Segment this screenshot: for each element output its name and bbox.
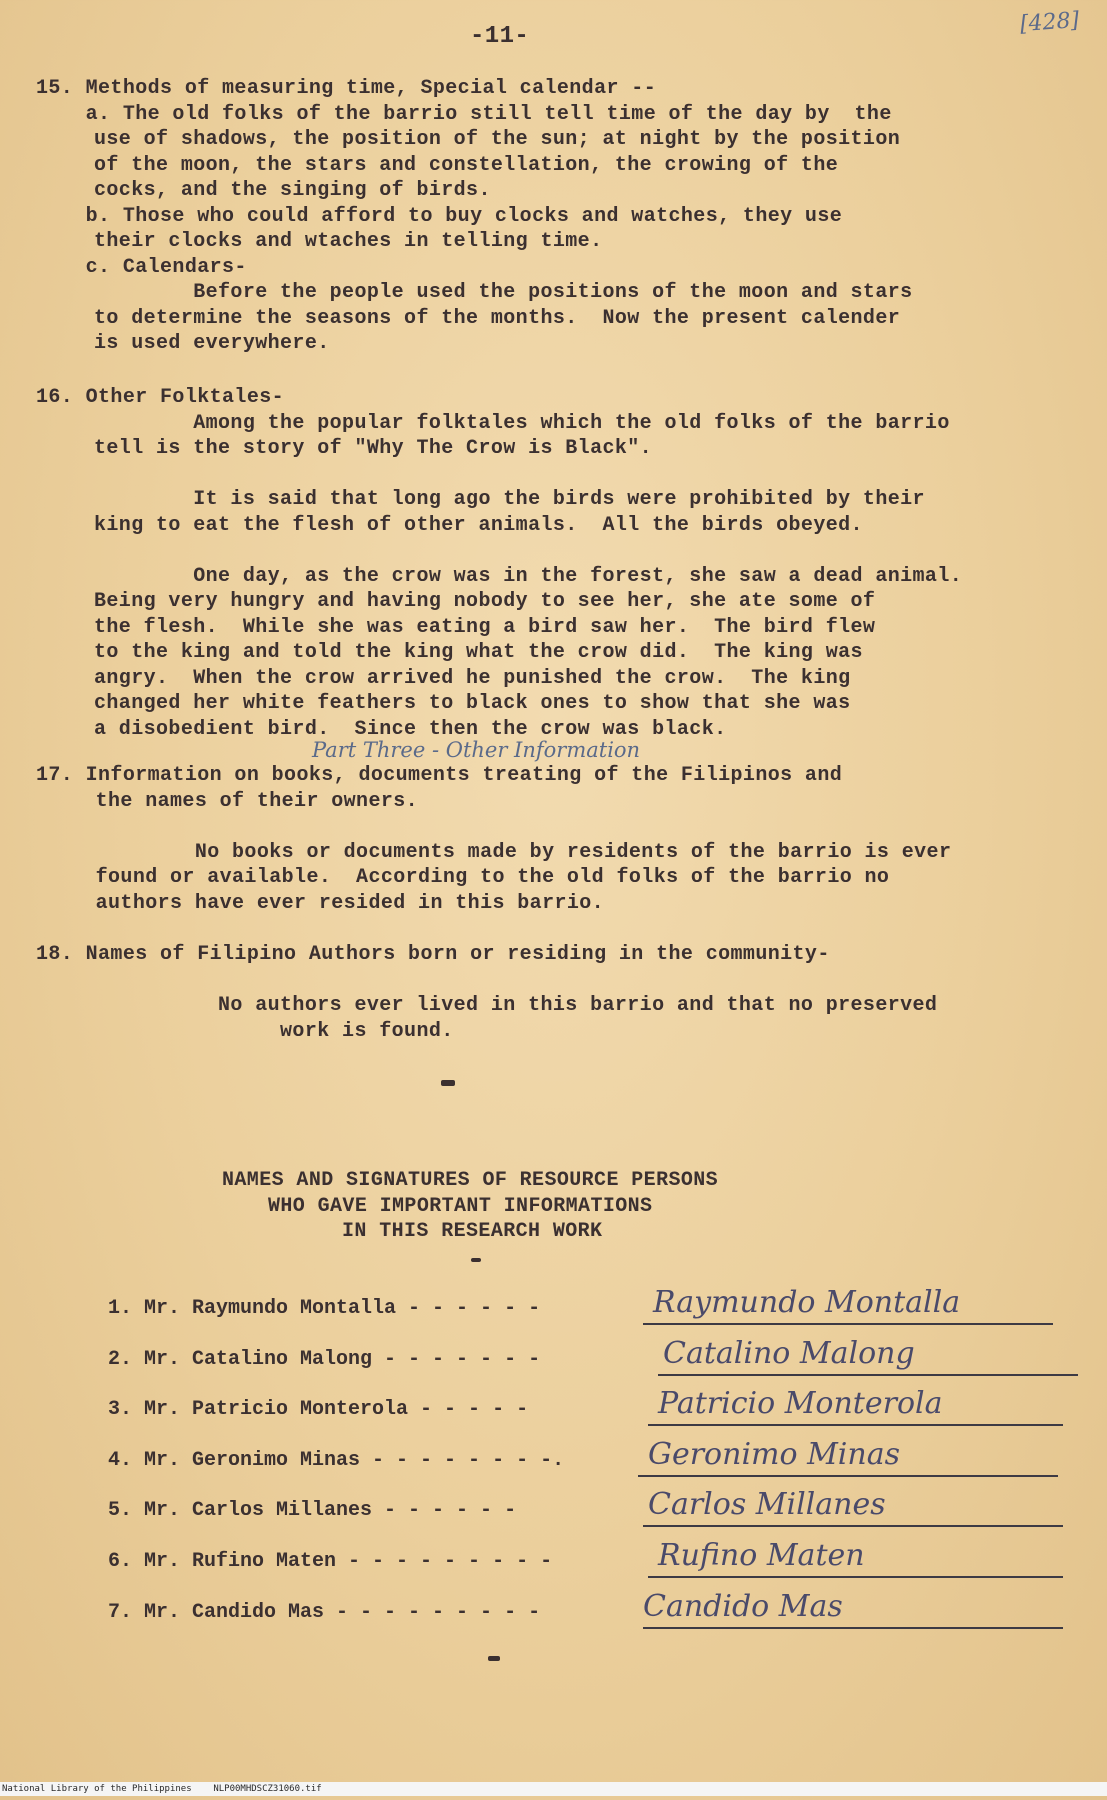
signature-line (648, 1576, 1063, 1578)
section-17-line: 17. Information on books, documents treating of the Filipinos and (36, 764, 843, 787)
section-16-line: king to eat the flesh of other animals. All the birds obeyed. (94, 513, 863, 537)
section-15-line: is used everywhere. (94, 332, 330, 355)
archive-footer: National Library of the Philippines NLP00MHDSCZ31060.tif (0, 1782, 1107, 1796)
resource-person-label: 1. Mr. Raymundo Montalla - - - - - - (108, 1297, 541, 1320)
handwritten-note: Part Three - Other Information (312, 738, 641, 762)
separator-mark (471, 1258, 481, 1262)
heading-line: WHO GAVE IMPORTANT INFORMATIONS (268, 1194, 653, 1218)
section-16-line: One day, as the crow was in the forest, she saw a dead animal. (94, 564, 963, 588)
section-15-line: Before the people used the positions of the moon and stars (94, 281, 913, 304)
resource-person-label: 2. Mr. Catalino Malong - - - - - - - (108, 1348, 541, 1371)
section-15-line: a. The old folks of the barrio still tell time of the day by the (36, 102, 892, 126)
resource-person-label: 5. Mr. Carlos Millanes - - - - - - (108, 1499, 517, 1522)
page-number: -11- (470, 23, 530, 50)
signature: Patricio Monterola (658, 1386, 943, 1421)
section-18-line: No authors ever lived in this barrio and that no preserved (94, 994, 938, 1017)
section-16-line: the flesh. While she was eating a bird saw her. The bird flew (94, 615, 876, 639)
section-17-line: found or available. According to the old folks of the barrio no (46, 866, 890, 889)
section-16-line: Among the popular folktales which the old folks of the barrio (94, 411, 950, 435)
section-15-line: 15. Methods of measuring time, Special calendar -- (36, 77, 657, 100)
signature-line (658, 1374, 1078, 1376)
section-15-line: of the moon, the stars and constellation, the crowing of the (94, 153, 839, 177)
signature: Raymundo Montalla (653, 1285, 961, 1320)
signature-line (638, 1475, 1058, 1477)
resource-person-label: 4. Mr. Geronimo Minas - - - - - - - -. (108, 1449, 565, 1472)
section-18-line: work is found. (94, 1019, 454, 1043)
resource-person-label: 6. Mr. Rufino Maten - - - - - - - - - (108, 1550, 553, 1573)
section-15-line: use of shadows, the position of the sun; at night by the position (94, 128, 901, 151)
section-16-line: It is said that long ago the birds were prohibited by their (94, 488, 925, 511)
signature-line (648, 1424, 1063, 1426)
separator-mark (488, 1656, 500, 1661)
heading-line: IN THIS RESEARCH WORK (342, 1220, 603, 1243)
signature: Candido Mas (643, 1589, 843, 1624)
signature: Rufino Maten (658, 1538, 865, 1573)
section-16-line: a disobedient bird. Since then the crow was black. (94, 717, 727, 741)
section-16-line: angry. When the crow arrived he punished the crow. The king (94, 666, 851, 690)
section-17-line: No books or documents made by residents of the barrio is ever (46, 840, 952, 864)
section-16-line: tell is the story of "Why The Crow is Black". (94, 437, 653, 460)
section-15-line: b. Those who could afford to buy clocks and watches, they use (36, 204, 843, 228)
signature: Geronimo Minas (648, 1437, 900, 1472)
section-17-line: the names of their owners. (46, 789, 419, 813)
section-16-line: to the king and told the king what the crow did. The king was (94, 641, 863, 664)
section-16-line: Being very hungry and having nobody to see her, she ate some of (94, 590, 876, 613)
section-15-line: cocks, and the singing of birds. (94, 179, 491, 202)
resource-person-label: 7. Mr. Candido Mas - - - - - - - - - (108, 1601, 541, 1624)
archive-number: [428] (1019, 7, 1080, 38)
section-17-line: authors have ever resided in this barrio. (46, 891, 605, 915)
heading-line: NAMES AND SIGNATURES OF RESOURCE PERSONS (222, 1169, 719, 1192)
signature-line (643, 1525, 1063, 1527)
section-16-line: 16. Other Folktales- (36, 386, 285, 409)
section-15-line: c. Calendars- (36, 255, 247, 279)
section-15-line: their clocks and wtaches in telling time. (94, 230, 603, 253)
signature-line (643, 1627, 1063, 1629)
section-18-line: 18. Names of Filipino Authors born or residing in the community- (36, 943, 830, 966)
resource-person-label: 3. Mr. Patricio Monterola - - - - - (108, 1398, 529, 1421)
signature: Carlos Millanes (648, 1487, 886, 1522)
separator-mark (441, 1080, 455, 1086)
signature: Catalino Malong (663, 1336, 915, 1371)
signature-line (643, 1323, 1053, 1325)
section-16-line: changed her white feathers to black ones to show that she was (94, 692, 851, 715)
section-15-line: to determine the seasons of the months. Now the present calender (94, 306, 901, 330)
